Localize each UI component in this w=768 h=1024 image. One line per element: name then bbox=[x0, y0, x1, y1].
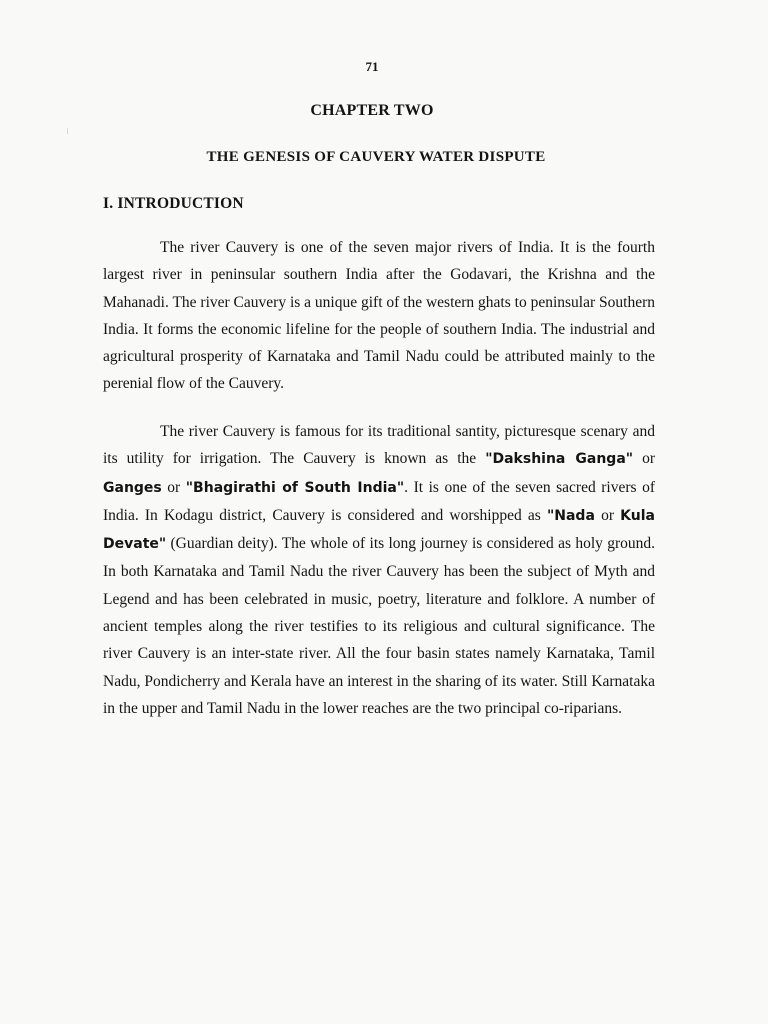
bold-term-kula-devate: Kula Devate" bbox=[103, 507, 655, 553]
paragraph-text: The river Cauvery is famous for its traditional santity, picturesque scenary and its utility for irrigation. The Cauvery is known as the bbox=[103, 423, 655, 468]
paragraph-text: or bbox=[633, 450, 655, 468]
paragraph-text: . It is one of the seven sacred rivers of India. In Kodagu district, Cauvery is considered and worshipped as bbox=[103, 478, 655, 524]
scan-speck bbox=[67, 128, 68, 134]
paragraph-text: or bbox=[161, 478, 186, 496]
bold-term-nada: "Nada bbox=[546, 507, 595, 524]
paragraph-intro bbox=[103, 234, 655, 398]
paragraph-text: or bbox=[594, 506, 621, 524]
bold-term-dakshina-ganga: "Dakshina Ganga" bbox=[485, 451, 634, 468]
page-number: 71 bbox=[365, 59, 379, 74]
paragraph-significance bbox=[103, 418, 655, 722]
section-heading: I. INTRODUCTION bbox=[103, 195, 244, 212]
bold-term-bhagirathi: "Bhagirathi of South India" bbox=[185, 479, 405, 496]
chapter-subtitle: THE GENESIS OF CAUVERY WATER DISPUTE bbox=[206, 149, 546, 165]
bold-term-ganges: Ganges bbox=[103, 479, 162, 496]
paragraph-text: The river Cauvery is one of the seven major rivers of India. It is the fourth largest river in peninsular southern India after the Godavari, the Krishna and the Mahanadi. The river Cauvery is a unique gift of the western ghats to peninsular Southern India. It forms the economic lifeline for the people of southern India. The industrial and agricultural prosperity of Karnataka and Tamil Nadu could be attributed mainly to the perenial flow of the Cauvery. bbox=[103, 239, 655, 393]
paragraph-text: (Guardian deity). The whole of its long journey is considered as holy ground. In both Karnataka and Tamil Nadu the river Cauvery has been the subject of Myth and Legend and has been celebrated in music, poetry, literature and folklore. A number of ancient temples along the river testifies to its religious and cultural significance. The river Cauvery is an inter-state river. All the four basin states namely Karnataka, Tamil Nadu, Pondicherry and Kerala have an interest in the sharing of its water. Still Karnataka in the upper and Tamil Nadu in the lower reaches are the two principal co-riparians. bbox=[103, 535, 655, 717]
chapter-title: CHAPTER TWO bbox=[310, 102, 434, 119]
